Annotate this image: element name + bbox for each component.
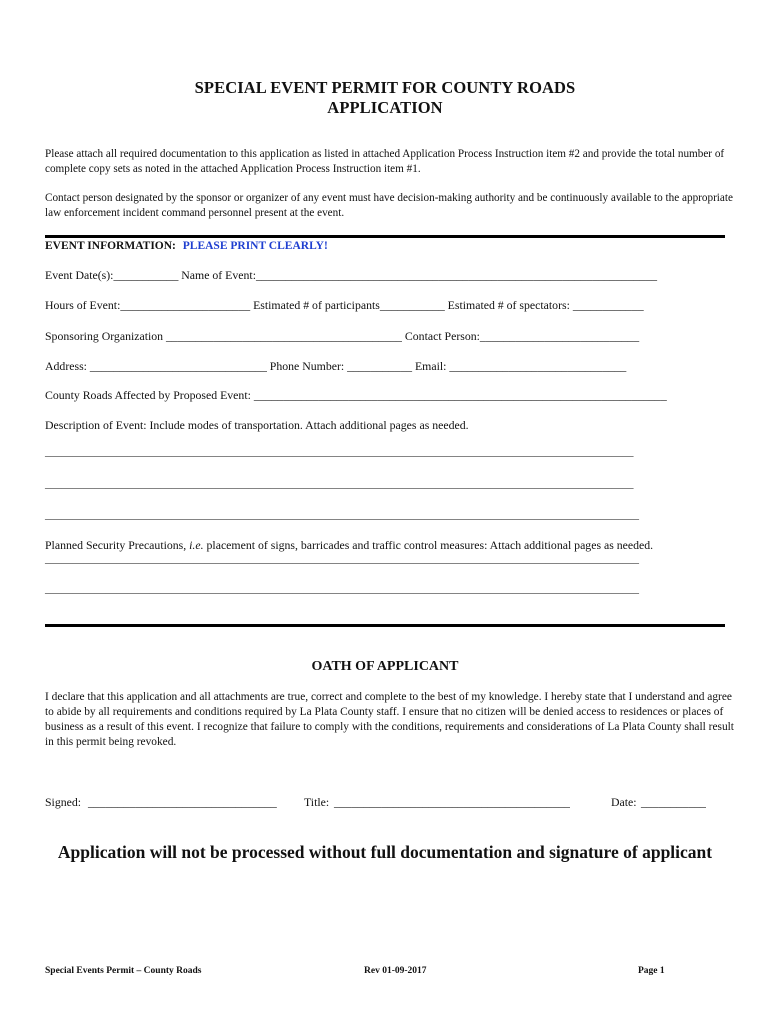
county-roads-field[interactable]: County Roads Affected by Proposed Event: ______________________________________________________________________ (45, 388, 667, 402)
title-field[interactable]: ________________________________________ (334, 795, 570, 809)
event-info-heading (45, 240, 328, 252)
section-divider-bottom (45, 624, 725, 627)
description-line-2[interactable]: ___________________________________________________________________________________________________________ (45, 478, 634, 490)
processing-warning: Application will not be processed without full documentation and signature of applicant (57, 842, 713, 862)
intro-paragraph-documentation: Please attach all required documentation to this application as listed in attached Application Process Instruction item #2 and provide the total number of complete copy sets as noted in the attached Application Process Instruction item #1. (45, 148, 725, 175)
date-label: Date: (611, 795, 637, 809)
security-line-2[interactable]: ____________________________________________________________________________________________________________ (45, 583, 639, 595)
sponsor-contact-field[interactable]: Sponsoring Organization ________________________________________ Contact Person:___________________________ (45, 329, 640, 343)
section-divider-top (45, 235, 725, 238)
footer-page-number: Page 1 (638, 966, 665, 976)
title-label: Title: (304, 795, 330, 809)
address-phone-email-field[interactable]: Address: ______________________________ Phone Number: ___________ Email: ______________________________ (45, 359, 627, 373)
print-clearly-note: PLEASE PRINT CLEARLY! (182, 240, 328, 252)
page-subtitle: APPLICATION (327, 98, 443, 117)
security-label-post: placement of signs, barricades and traffic control measures: Attach additional pages as needed. (203, 538, 654, 552)
intro-paragraph-contact: Contact person designated by the sponsor or organizer of any event must have decision-making authority and be continuously available to the appropriate law enforcement incident command personnel present at the event. (45, 192, 733, 219)
description-line-3[interactable]: ____________________________________________________________________________________________________________ (45, 509, 639, 521)
oath-text: I declare that this application and all attachments are true, correct and complete to the best of my knowledge. I hereby state that I understand and agree to abide by all requirements and conditions required by La Plata County staff. I ensure that no citizen will be denied access to residences or places of business as a result of this event. I recognize that failure to comply with the conditions, requirements and considerations of La Plata County shall result in this permit being revoked. (45, 691, 734, 748)
security-label (45, 538, 653, 553)
oath-heading: OATH OF APPLICANT (311, 659, 459, 674)
security-label-ie: i.e. (189, 538, 204, 552)
security-line-1[interactable]: ____________________________________________________________________________________________________________ (45, 553, 639, 565)
security-label-pre: Planned Security Precautions, (45, 538, 190, 552)
footer-revision: Rev 01-09-2017 (364, 966, 427, 976)
page-title: SPECIAL EVENT PERMIT FOR COUNTY ROADS (194, 78, 576, 97)
date-field[interactable]: ___________ (641, 795, 706, 809)
hours-participants-spectators-field[interactable]: Hours of Event:______________________ Estimated # of participants___________ Estimated # of spectators: ____________ (45, 298, 644, 312)
event-info-heading-label: EVENT INFORMATION: (45, 240, 176, 252)
event-dates-name-field[interactable]: Event Date(s):___________ Name of Event:____________________________________________________________________ (45, 268, 658, 282)
signed-label: Signed: (45, 795, 82, 809)
description-line-1[interactable]: ___________________________________________________________________________________________________________ (45, 446, 634, 458)
signature-field[interactable]: ________________________________ (88, 795, 277, 809)
description-label: Description of Event: Include modes of transportation. Attach additional pages as needed. (45, 418, 469, 432)
footer-form-name: Special Events Permit – County Roads (45, 966, 202, 976)
